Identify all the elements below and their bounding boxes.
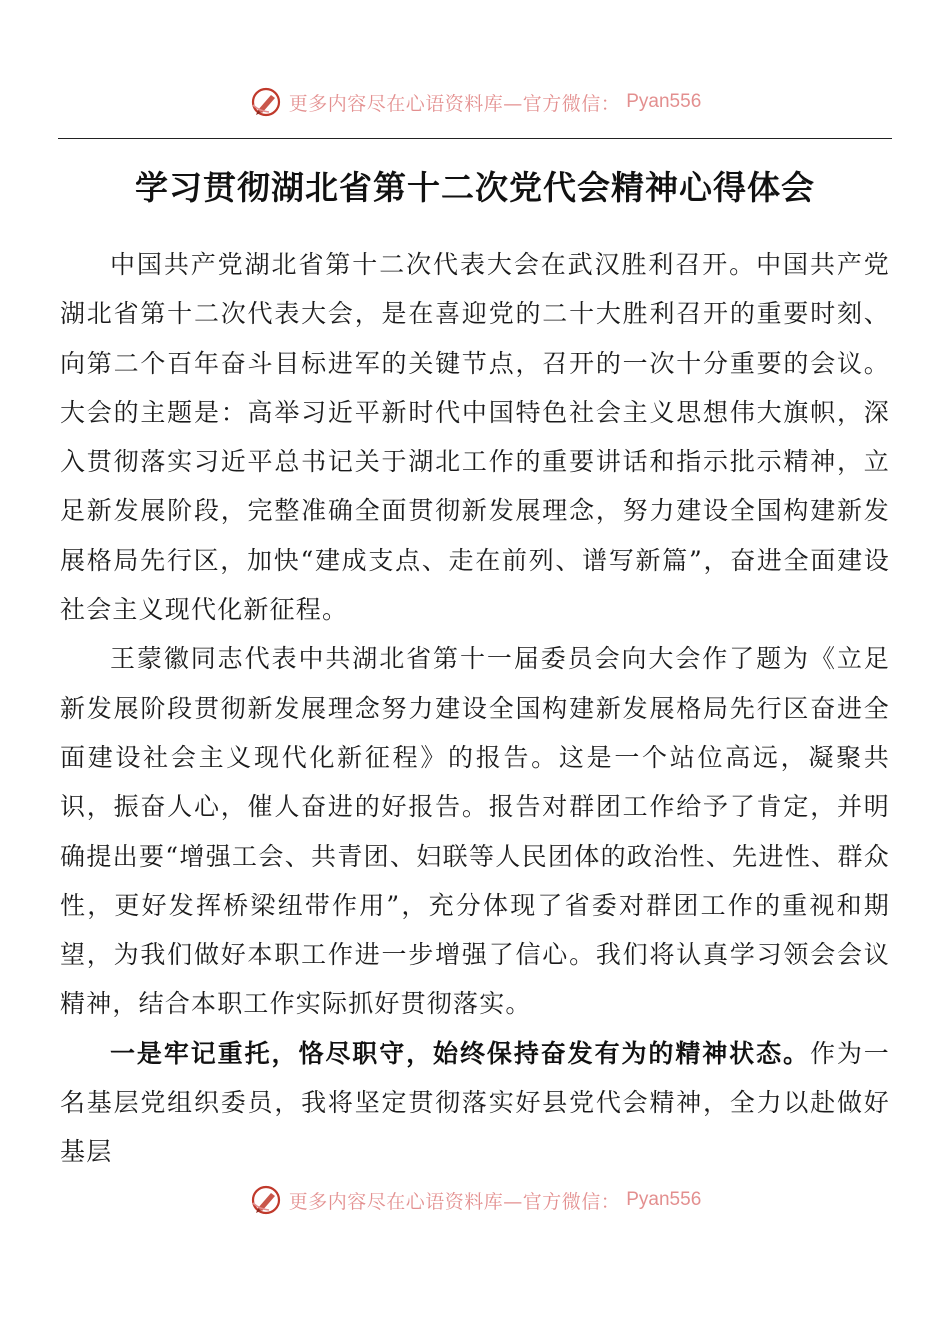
header-banner-text: 更多内容尽在心语资料库—官方微信： [288,92,621,115]
paragraph-2-text: 王蒙徽同志代表中共湖北省第十一届委员会向大会作了题为《立足新发展阶段贯彻新发展理念努力建设全国构建新发展格局先行区奋进全面建设社会主义现代化新征程》的报告。这是一个站位高远，凝聚共识，振奋人心，催人奋进的好报告。报告对群团工作给予了肯定，并明确提出要“增强工会、共青团、妇联等人民团体的政治性、先进性、群众性，更好发挥桥梁纽带作用”，充分体现了省委对群团工作的重视和期望，为我们做好本职工作进一步增强了信心。我们将认真学习领会会议精神，结合本职工作实际抓好贯彻落实。 [60,644,890,1019]
header-banner-wechat-id: Pyan556 [626,91,702,112]
paragraph-3-bold: 一是牢记重托，恪尽职守，始终保持奋发有为的精神状态。 [110,1038,810,1068]
paragraph-3-text: 作为一名基层党组织委员，我将坚定贯彻落实好县党代会精神，全力以赴做好基层 [60,1038,890,1167]
header-banner [0,82,950,122]
paragraph-3 [60,1029,890,1177]
footer-banner-wechat-id: Pyan556 [626,1189,702,1210]
paragraph-1-text: 中国共产党湖北省第十二次代表大会在武汉胜利召开。中国共产党湖北省第十二次代表大会，是在喜迎党的二十大胜利召开的重要时刻、向第二个百年奋斗目标进军的关键节点，召开的一次十分重要的会议。大会的主题是：高举习近平新时代中国特色社会主义思想伟大旗帜，深入贯彻落实习近平总书记关于湖北工作的重要讲话和指示批示精神，立足新发展阶段，完整准确全面贯彻新发展理念，努力建设全国构建新发展格局先行区，加快“建成支点、走在前列、谱写新篇”，奋进全面建设社会主义现代化新征程。 [60,250,890,625]
document-body [60,240,890,1177]
document-title: 学习贯彻湖北省第十二次党代会精神心得体会 [135,168,815,207]
paragraph-2 [60,634,890,1028]
pen-logo-icon [249,85,283,119]
footer-banner-inner [249,1183,702,1217]
paragraph-1 [60,240,890,634]
header-divider [58,138,892,139]
pen-logo-icon [249,1183,283,1217]
header-banner-inner [249,85,702,119]
footer-banner [0,1180,950,1220]
footer-banner-text: 更多内容尽在心语资料库—官方微信： [288,1190,621,1213]
